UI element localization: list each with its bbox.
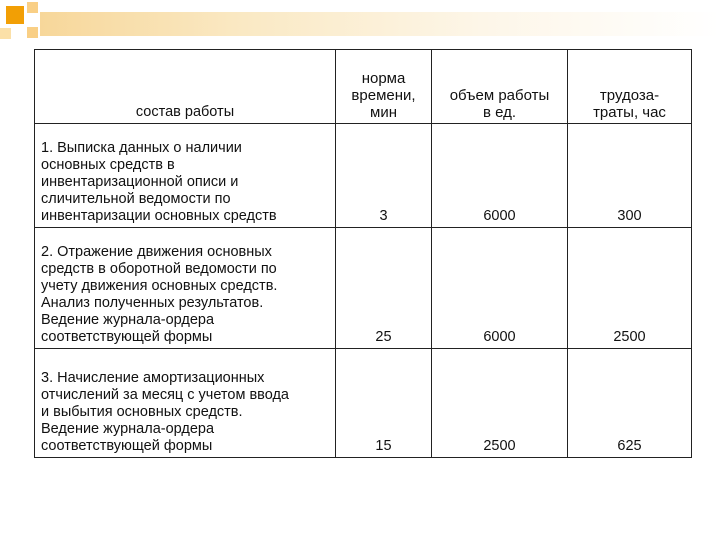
table-row — [35, 349, 692, 458]
row-norm-time: 15 — [336, 349, 432, 458]
table-row — [35, 228, 692, 349]
row-description: 1. Выписка данных о наличии основных средств в инвентаризационной описи и сличительной ведомости по инвентаризации основных средств — [35, 124, 336, 228]
table-header-row — [35, 50, 692, 124]
header-composition: состав работы — [35, 50, 336, 124]
table-row — [35, 124, 692, 228]
row-volume: 2500 — [432, 349, 568, 458]
ornament-square-large — [6, 6, 24, 24]
header-norm-time: норма времени, мин — [336, 50, 432, 124]
row-labor: 625 — [568, 349, 692, 458]
row-description: 3. Начисление амортизационных отчислений за месяц с учетом ввода и выбытия основных средств. Ведение журнала-ордера соответствующей формы — [35, 349, 336, 458]
row-volume: 6000 — [432, 124, 568, 228]
ornament-square-small — [27, 27, 38, 38]
ornament-square-small — [0, 28, 11, 39]
row-labor: 2500 — [568, 228, 692, 349]
row-norm-time: 25 — [336, 228, 432, 349]
work-table — [34, 49, 692, 458]
ornament-square-small — [27, 2, 38, 13]
row-description: 2. Отражение движения основных средств в оборотной ведомости по учету движения основных средств. Анализ полученных результатов. Ведение журнала-ордера соответствующей формы — [35, 228, 336, 349]
row-volume: 6000 — [432, 228, 568, 349]
row-labor: 300 — [568, 124, 692, 228]
header-volume: объем работы в ед. — [432, 50, 568, 124]
row-norm-time: 3 — [336, 124, 432, 228]
header-gradient-bar — [40, 12, 720, 36]
header-labor: трудоза- траты, час — [568, 50, 692, 124]
